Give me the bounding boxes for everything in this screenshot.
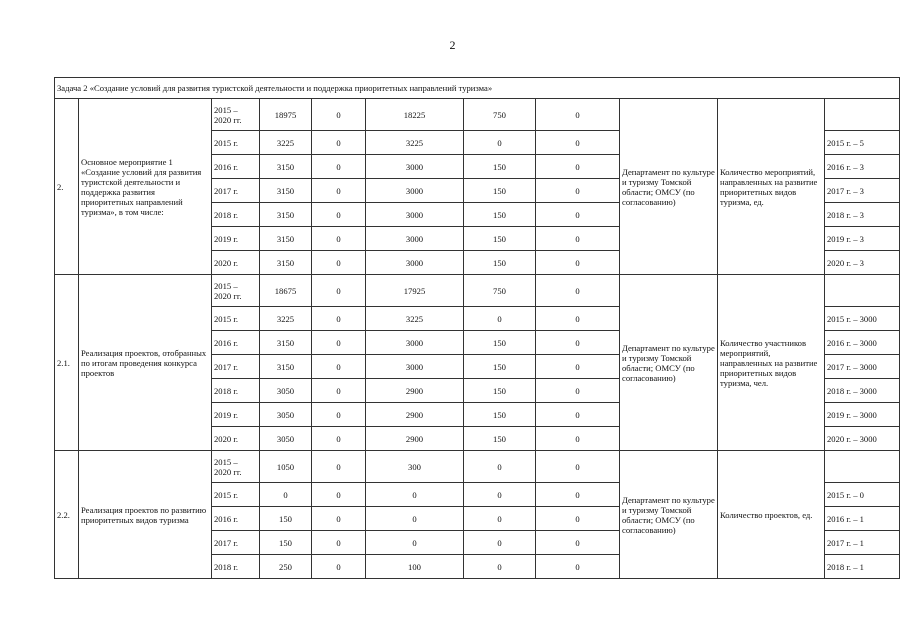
regional-cell: 0 — [366, 507, 464, 531]
period-cell: 2016 г. — [212, 155, 260, 179]
activity-name: Реализация проектов по развитию приоритетных видов туризма — [79, 451, 212, 579]
extra-budget-cell: 0 — [536, 155, 620, 179]
local-cell: 150 — [464, 203, 536, 227]
regional-cell: 0 — [366, 531, 464, 555]
local-cell: 0 — [464, 483, 536, 507]
regional-cell: 18225 — [366, 99, 464, 131]
regional-cell: 2900 — [366, 379, 464, 403]
item-number: 2.2. — [55, 451, 79, 579]
federal-cell: 0 — [312, 355, 366, 379]
federal-cell: 0 — [312, 483, 366, 507]
executor-cell: Департамент по культуре и туризму Томской области; ОМСУ (по согласованию) — [620, 451, 718, 579]
regional-cell: 3000 — [366, 227, 464, 251]
federal-cell: 0 — [312, 379, 366, 403]
indicator-value-cell: 2018 г. – 3000 — [825, 379, 900, 403]
total-cell: 1050 — [260, 451, 312, 483]
indicator-value-cell: 2019 г. – 3000 — [825, 403, 900, 427]
period-cell: 2015 г. — [212, 131, 260, 155]
extra-budget-cell: 0 — [536, 403, 620, 427]
period-cell: 2019 г. — [212, 227, 260, 251]
period-cell: 2018 г. — [212, 379, 260, 403]
total-cell: 0 — [260, 483, 312, 507]
indicator-value-cell: 2020 г. – 3 — [825, 251, 900, 275]
local-cell: 0 — [464, 531, 536, 555]
total-cell: 3050 — [260, 403, 312, 427]
item-number: 2.1. — [55, 275, 79, 451]
extra-budget-cell: 0 — [536, 227, 620, 251]
federal-cell: 0 — [312, 307, 366, 331]
federal-cell: 0 — [312, 403, 366, 427]
federal-cell: 0 — [312, 251, 366, 275]
local-cell: 150 — [464, 355, 536, 379]
regional-cell: 300 — [366, 451, 464, 483]
extra-budget-cell: 0 — [536, 427, 620, 451]
period-cell: 2015 г. — [212, 307, 260, 331]
local-cell: 750 — [464, 275, 536, 307]
local-cell: 150 — [464, 427, 536, 451]
regional-cell: 3225 — [366, 131, 464, 155]
total-cell: 3050 — [260, 427, 312, 451]
federal-cell: 0 — [312, 203, 366, 227]
period-cell: 2015 г. — [212, 483, 260, 507]
regional-cell: 2900 — [366, 403, 464, 427]
period-cell: 2015 – 2020 гг. — [212, 451, 260, 483]
indicator-value-cell: 2015 г. – 5 — [825, 131, 900, 155]
extra-budget-cell: 0 — [536, 275, 620, 307]
indicator-value-cell: 2016 г. – 3 — [825, 155, 900, 179]
local-cell: 0 — [464, 307, 536, 331]
indicator-value-cell: 2017 г. – 3 — [825, 179, 900, 203]
task-title: Задача 2 «Создание условий для развития туристской деятельности и поддержка приоритетных направлений туризма» — [55, 78, 900, 99]
total-cell: 3150 — [260, 203, 312, 227]
indicator-cell: Количество проектов, ед. — [718, 451, 825, 579]
total-cell: 3150 — [260, 179, 312, 203]
extra-budget-cell: 0 — [536, 379, 620, 403]
period-cell: 2016 г. — [212, 331, 260, 355]
local-cell: 0 — [464, 555, 536, 579]
item-number: 2. — [55, 99, 79, 275]
total-cell: 3225 — [260, 307, 312, 331]
extra-budget-cell: 0 — [536, 99, 620, 131]
regional-cell: 17925 — [366, 275, 464, 307]
total-cell: 3050 — [260, 379, 312, 403]
indicator-value-cell: 2015 г. – 3000 — [825, 307, 900, 331]
extra-budget-cell: 0 — [536, 507, 620, 531]
executor-cell: Департамент по культуре и туризму Томской области; ОМСУ (по согласованию) — [620, 99, 718, 275]
federal-cell: 0 — [312, 155, 366, 179]
regional-cell: 3000 — [366, 331, 464, 355]
total-cell: 3150 — [260, 251, 312, 275]
local-cell: 150 — [464, 179, 536, 203]
local-cell: 150 — [464, 331, 536, 355]
federal-cell: 0 — [312, 331, 366, 355]
regional-cell: 3000 — [366, 251, 464, 275]
local-cell: 0 — [464, 507, 536, 531]
period-cell: 2019 г. — [212, 403, 260, 427]
federal-cell: 0 — [312, 531, 366, 555]
indicator-value-cell — [825, 99, 900, 131]
extra-budget-cell: 0 — [536, 307, 620, 331]
federal-cell: 0 — [312, 99, 366, 131]
regional-cell: 100 — [366, 555, 464, 579]
extra-budget-cell: 0 — [536, 531, 620, 555]
regional-cell: 3000 — [366, 355, 464, 379]
total-cell: 150 — [260, 507, 312, 531]
table-row — [55, 275, 900, 307]
indicator-value-cell: 2020 г. – 3000 — [825, 427, 900, 451]
local-cell: 0 — [464, 131, 536, 155]
period-cell: 2016 г. — [212, 507, 260, 531]
indicator-value-cell: 2018 г. – 3 — [825, 203, 900, 227]
total-cell: 3150 — [260, 331, 312, 355]
total-cell: 3150 — [260, 355, 312, 379]
local-cell: 150 — [464, 155, 536, 179]
regional-cell: 3000 — [366, 155, 464, 179]
activity-name: Основное мероприятие 1 «Создание условий для развития туристской деятельности и поддержка развития приоритетных направлений туризма», в том числе: — [79, 99, 212, 275]
executor-cell: Департамент по культуре и туризму Томской области; ОМСУ (по согласованию) — [620, 275, 718, 451]
regional-cell: 3000 — [366, 203, 464, 227]
indicator-value-cell — [825, 275, 900, 307]
local-cell: 150 — [464, 227, 536, 251]
federal-cell: 0 — [312, 451, 366, 483]
table-row — [55, 451, 900, 483]
page-number: 2 — [449, 38, 456, 52]
federal-cell: 0 — [312, 179, 366, 203]
regional-cell: 3225 — [366, 307, 464, 331]
federal-cell: 0 — [312, 507, 366, 531]
extra-budget-cell: 0 — [536, 131, 620, 155]
period-cell: 2020 г. — [212, 427, 260, 451]
period-cell: 2015 – 2020 гг. — [212, 275, 260, 307]
total-cell: 18675 — [260, 275, 312, 307]
indicator-cell: Количество мероприятий, направленных на развитие приоритетных видов туризма, ед. — [718, 99, 825, 275]
table-row — [55, 99, 900, 131]
federal-cell: 0 — [312, 131, 366, 155]
period-cell: 2018 г. — [212, 203, 260, 227]
total-cell: 250 — [260, 555, 312, 579]
extra-budget-cell: 0 — [536, 331, 620, 355]
regional-cell: 0 — [366, 483, 464, 507]
regional-cell: 3000 — [366, 179, 464, 203]
indicator-value-cell: 2016 г. – 1 — [825, 507, 900, 531]
extra-budget-cell: 0 — [536, 451, 620, 483]
extra-budget-cell: 0 — [536, 251, 620, 275]
period-cell: 2017 г. — [212, 179, 260, 203]
extra-budget-cell: 0 — [536, 179, 620, 203]
indicator-value-cell: 2016 г. – 3000 — [825, 331, 900, 355]
program-table — [54, 77, 900, 579]
period-cell: 2020 г. — [212, 251, 260, 275]
period-cell: 2017 г. — [212, 531, 260, 555]
regional-cell: 2900 — [366, 427, 464, 451]
indicator-value-cell: 2017 г. – 3000 — [825, 355, 900, 379]
local-cell: 150 — [464, 251, 536, 275]
indicator-value-cell: 2019 г. – 3 — [825, 227, 900, 251]
activity-name: Реализация проектов, отобранных по итогам проведения конкурса проектов — [79, 275, 212, 451]
total-cell: 18975 — [260, 99, 312, 131]
total-cell: 3225 — [260, 131, 312, 155]
indicator-cell: Количество участников мероприятий, направленных на развитие приоритетных видов туризма, чел. — [718, 275, 825, 451]
extra-budget-cell: 0 — [536, 355, 620, 379]
period-cell: 2017 г. — [212, 355, 260, 379]
indicator-value-cell — [825, 451, 900, 483]
federal-cell: 0 — [312, 275, 366, 307]
local-cell: 150 — [464, 403, 536, 427]
total-cell: 150 — [260, 531, 312, 555]
extra-budget-cell: 0 — [536, 203, 620, 227]
indicator-value-cell: 2018 г. – 1 — [825, 555, 900, 579]
period-cell: 2015 – 2020 гг. — [212, 99, 260, 131]
federal-cell: 0 — [312, 227, 366, 251]
extra-budget-cell: 0 — [536, 483, 620, 507]
total-cell: 3150 — [260, 155, 312, 179]
extra-budget-cell: 0 — [536, 555, 620, 579]
federal-cell: 0 — [312, 427, 366, 451]
period-cell: 2018 г. — [212, 555, 260, 579]
local-cell: 0 — [464, 451, 536, 483]
local-cell: 150 — [464, 379, 536, 403]
indicator-value-cell: 2015 г. – 0 — [825, 483, 900, 507]
total-cell: 3150 — [260, 227, 312, 251]
local-cell: 750 — [464, 99, 536, 131]
indicator-value-cell: 2017 г. – 1 — [825, 531, 900, 555]
federal-cell: 0 — [312, 555, 366, 579]
